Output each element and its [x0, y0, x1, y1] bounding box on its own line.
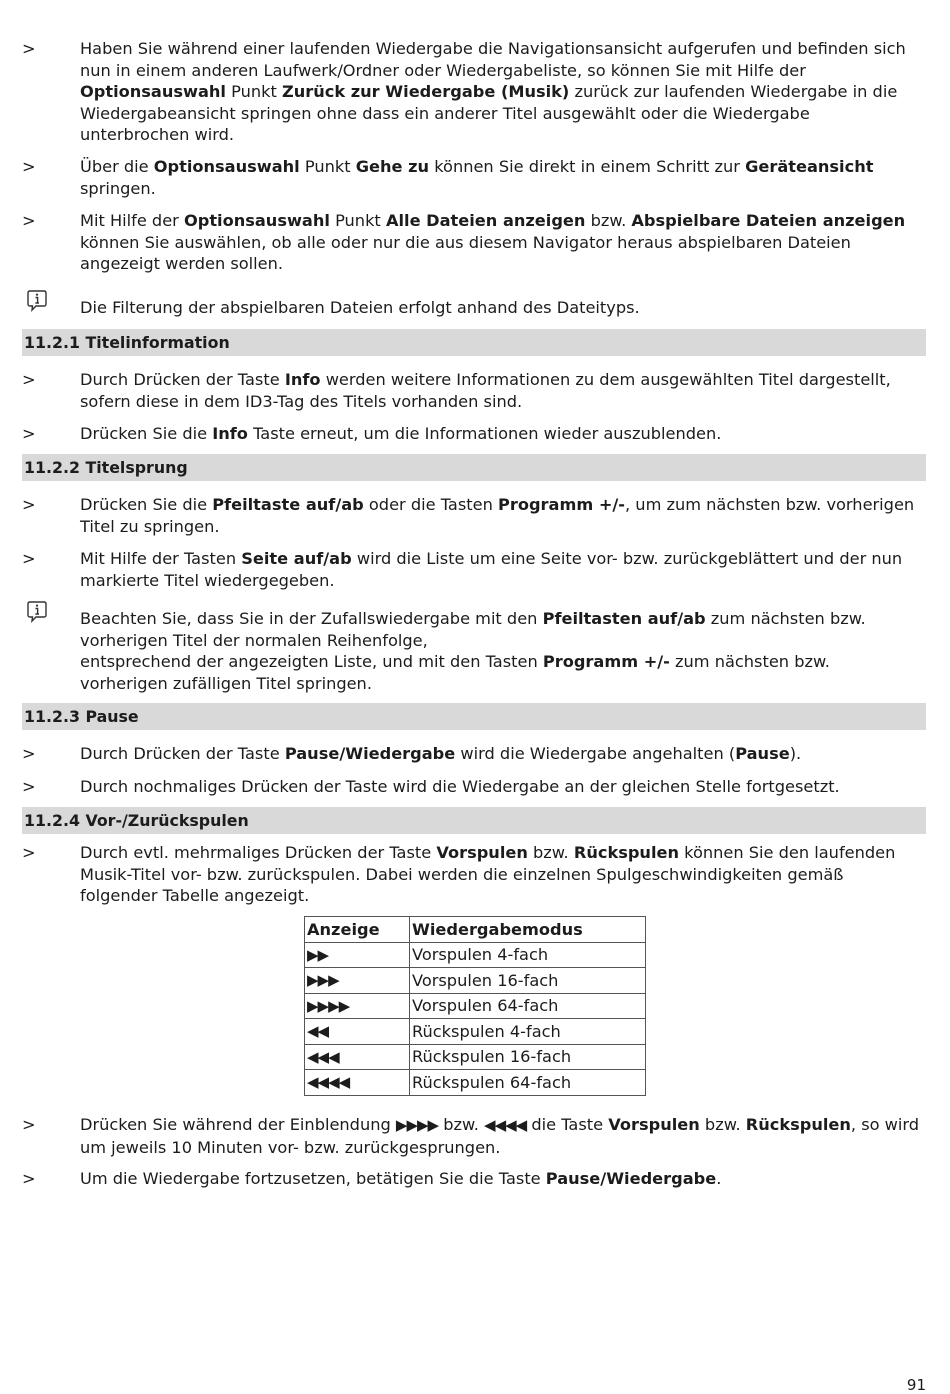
bullet-goto: [22, 156, 922, 199]
bullet-page-keys: [22, 548, 922, 591]
page-number: 91: [906, 1376, 926, 1394]
bullet-fast-forward: [22, 842, 922, 907]
bullet-marker: >: [22, 39, 36, 58]
table-cell-symbol: ▶▶▶▶: [305, 993, 410, 1019]
info-note-shuffle: [22, 608, 922, 694]
section-heading-titelsprung: 11.2.2 Titelsprung: [22, 454, 926, 481]
bullet-text: Durch nochmaliges Drücken der Taste wird die Wiedergabe an der gleichen Stelle fortgesetzt.: [80, 777, 840, 796]
section-heading-titelinformation: 11.2.1 Titelinformation: [22, 329, 926, 356]
bullet-info-key: [22, 369, 922, 412]
table-cell-symbol: ◀◀: [305, 1019, 410, 1045]
bullet-marker: >: [22, 211, 36, 230]
table-cell-symbol: ◀◀◀: [305, 1044, 410, 1070]
bullet-text: Drücken Sie die Info Taste erneut, um die Informationen wieder auszublenden.: [80, 424, 722, 443]
note-text: Beachten Sie, dass Sie in der Zufallswiedergabe mit den Pfeiltasten auf/ab zum nächsten bzw. vorherigen Titel der normalen Reihenfolge, entsprechend der angezeigten Liste, und mit den Tasten Programm +/- zum nächsten bzw. vorherigen zufälligen Titel springen.: [80, 609, 866, 693]
bullet-marker: >: [22, 777, 36, 796]
bullet-text: Durch Drücken der Taste Pause/Wiedergabe wird die Wiedergabe angehalten (Pause).: [80, 744, 802, 763]
bullet-pause: [22, 743, 922, 765]
bullet-text: Haben Sie während einer laufenden Wiedergabe die Navigationsansicht aufgerufen und befinden sich nun in einem anderen Laufwerk/Ordner oder Wiedergabeliste, so können Sie mit Hilfe der Optionsauswahl Punkt Zurück zur Wiedergabe (Musik) zurück zur laufenden Wiedergabe in die Wiedergabeansicht springen ohne dass ein anderer Titel ausgewählt oder die Wiedergabe unterbrochen wird.: [80, 39, 906, 145]
bullet-marker: >: [22, 370, 36, 389]
note-text: Die Filterung der abspielbaren Dateien erfolgt anhand des Dateityps.: [80, 298, 640, 317]
bullet-arrow-keys: [22, 494, 922, 537]
table-row: [305, 942, 646, 968]
table-row: [305, 968, 646, 994]
table-header-cell: Anzeige: [305, 917, 410, 943]
bullet-resume: [22, 776, 922, 798]
table-row: [305, 1019, 646, 1045]
bullet-info-hide: [22, 423, 922, 445]
table-cell-mode: Rückspulen 16-fach: [410, 1044, 646, 1070]
bullet-marker: >: [22, 549, 36, 568]
table-header-row: [305, 917, 646, 943]
bullet-text: Durch Drücken der Taste Info werden weitere Informationen zu dem ausgewählten Titel dargestellt, sofern diese in dem ID3-Tag des Titels vorhanden sind.: [80, 370, 891, 411]
table-cell-symbol: ▶▶▶: [305, 968, 410, 994]
bullet-marker: >: [22, 1169, 36, 1188]
bullet-continue: [22, 1168, 922, 1190]
table-cell-mode: Vorspulen 4-fach: [410, 942, 646, 968]
bullet-skip-10min: [22, 1114, 922, 1158]
bullet-marker: >: [22, 157, 36, 176]
info-icon: [26, 289, 48, 313]
speed-table: [304, 916, 646, 1096]
bullet-text: Mit Hilfe der Tasten Seite auf/ab wird die Liste um eine Seite vor- bzw. zurückgeblättert und der nun markierte Titel wiedergegeben.: [80, 549, 903, 590]
table-cell-mode: Rückspulen 64-fach: [410, 1070, 646, 1096]
info-icon: [26, 600, 48, 624]
table-cell-symbol: ▶▶: [305, 942, 410, 968]
bullet-marker: >: [22, 424, 36, 443]
table-cell-mode: Vorspulen 64-fach: [410, 993, 646, 1019]
table-row: [305, 1044, 646, 1070]
bullet-text: Mit Hilfe der Optionsauswahl Punkt Alle Dateien anzeigen bzw. Abspielbare Dateien anzeigen können Sie auswählen, ob alle oder nur die aus diesem Navigator heraus abspielbaren Dateien angezeigt werden sollen.: [80, 211, 906, 274]
table-row: [305, 1070, 646, 1096]
bullet-text: Drücken Sie während der Einblendung ▶▶▶▶ bzw. ◀◀◀◀ die Taste Vorspulen bzw. Rückspulen, so wird um jeweils 10 Minuten vor- bzw. zurückgesprungen.: [80, 1115, 920, 1157]
bullet-text: Drücken Sie die Pfeiltaste auf/ab oder die Tasten Programm +/-, um zum nächsten bzw. vorherigen Titel zu springen.: [80, 495, 915, 536]
bullet-marker: >: [22, 843, 36, 862]
bullet-marker: >: [22, 495, 36, 514]
bullet-text: Durch evtl. mehrmaliges Drücken der Taste Vorspulen bzw. Rückspulen können Sie den laufenden Musik-Titel vor- bzw. zurückspulen. Dabei werden die einzelnen Spulgeschwindigkeiten gemäß folgender Tabelle angezeigt.: [80, 843, 896, 906]
section-heading-spulen: 11.2.4 Vor-/Zurückspulen: [22, 807, 926, 834]
table-row: [305, 993, 646, 1019]
table-cell-mode: Rückspulen 4-fach: [410, 1019, 646, 1045]
table-header-cell: Wiedergabemodus: [410, 917, 646, 943]
table-cell-symbol: ◀◀◀◀: [305, 1070, 410, 1096]
bullet-text: Über die Optionsauswahl Punkt Gehe zu können Sie direkt in einem Schritt zur Geräteansicht springen.: [80, 157, 874, 198]
bullet-text: Um die Wiedergabe fortzusetzen, betätigen Sie die Taste Pause/Wiedergabe.: [80, 1169, 722, 1188]
bullet-marker: >: [22, 744, 36, 763]
info-note-filter: [22, 297, 922, 319]
bullet-show-files: [22, 210, 922, 275]
bullet-back-to-playback: [22, 38, 922, 146]
section-heading-pause: 11.2.3 Pause: [22, 703, 926, 730]
bullet-marker: >: [22, 1115, 36, 1134]
table-cell-mode: Vorspulen 16-fach: [410, 968, 646, 994]
